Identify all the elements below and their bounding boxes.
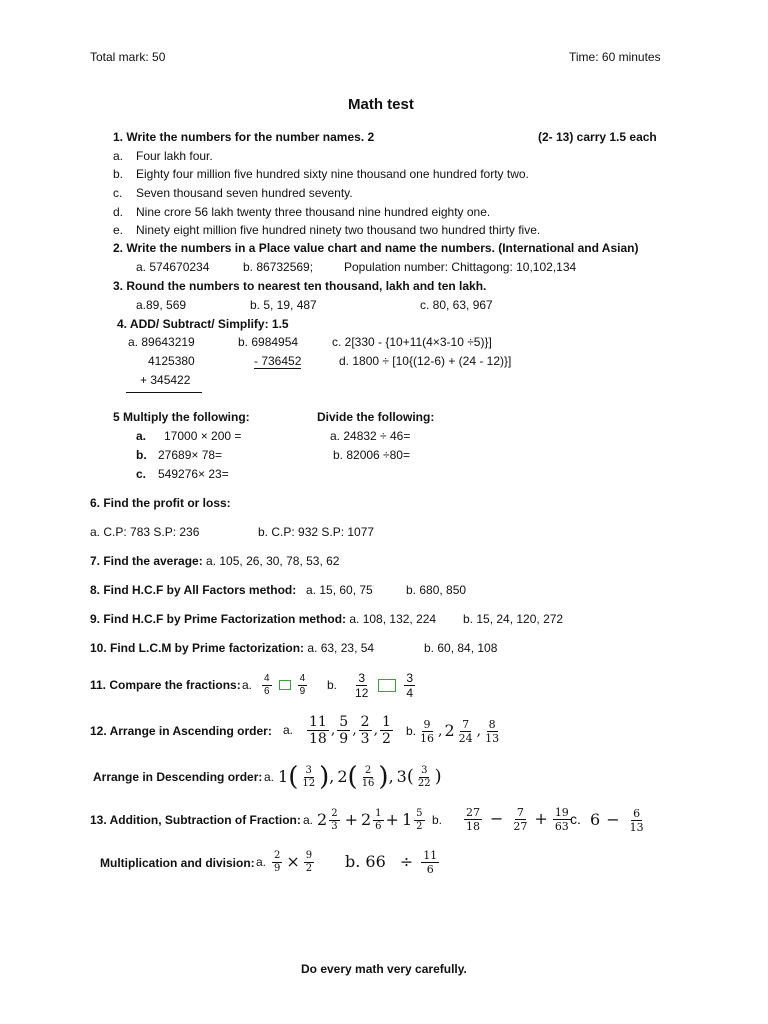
q13-c: 6 − $\frac{6}{13}$: [590, 806, 644, 834]
q13-mul-frac2: $\frac{9}{2}$: [305, 849, 313, 874]
q5-m-c-label: c.: [136, 467, 147, 481]
q13-mul-heading: Multiplication and division:: [100, 856, 255, 870]
q6-b: b. C.P: 932 S.P: 1077: [258, 525, 375, 539]
q4-a-line3: + 345422: [140, 373, 191, 387]
q13-mul-a: a. $\frac{2}{9}$ × $\frac{9}{2}$: [256, 849, 313, 874]
q3-heading: 3. Round the numbers to nearest ten thousand, lakh and ten lakh.: [113, 279, 487, 293]
q4-a-line2: 4125380: [148, 354, 195, 368]
q9-b: b. 15, 24, 120, 272: [463, 612, 564, 626]
q12-desc-frac3: $\frac{3}{22}$: [417, 764, 431, 789]
q13-b-frac1: $\frac{27}{18}$: [466, 805, 480, 833]
q1-heading: 1. Write the numbers for the number names. 2: [113, 130, 375, 144]
q12-desc-heading: Arrange in Descending order:: [93, 770, 263, 784]
q11-a-frac2: $\frac{4}{9}$: [299, 672, 306, 697]
q12-desc-a: a. 1 ( $\frac{3}{12}$ ) , 2 ( $\frac{2}{16}$ ) , 3 ( $\frac{3}{22}$ ): [264, 762, 442, 792]
q1-item-label-d: d.: [113, 205, 124, 219]
q6-heading: 6. Find the profit or loss:: [90, 496, 231, 510]
q7-heading: 7. Find the average:: [90, 554, 203, 568]
q12-a-frac1: $\frac{11}{18}$: [309, 713, 327, 747]
q3-c: c. 80, 63, 967: [420, 298, 493, 312]
q8-b: b. 680, 850: [406, 583, 467, 597]
q1-item-label-b: b.: [113, 167, 124, 181]
q4-c: c. 2[330 - {10+11(4×3-10 ÷5)}]: [332, 335, 492, 349]
q9-heading: 9. Find H.C.F by Prime Factorization method:: [90, 612, 347, 626]
q1-item-a: Four lakh four.: [136, 149, 213, 163]
q6-a: a. C.P: 783 S.P: 236: [90, 525, 200, 539]
q12-desc-frac2: $\frac{2}{16}$: [361, 764, 375, 789]
q12-b-frac2: $\frac{7}{24}$: [458, 717, 473, 745]
q13-a-frac3: $\frac{5}{2}$: [416, 807, 423, 832]
q11-b-frac2: $\frac{3}{4}$: [406, 670, 414, 700]
q12-b: b. $\frac{9}{16}$ , 2 $\frac{7}{24}$ , $\frac{8}{13}$: [406, 717, 500, 745]
q1-item-b: Eighty four million five hundred sixty nine thousand one hundred forty two.: [136, 167, 529, 181]
q13-mul-b-label: b. 66: [345, 852, 386, 871]
q5-divide-heading: Divide the following:: [317, 410, 435, 424]
q13-mul-a-label: a.: [256, 855, 267, 869]
q3-a: a.89, 569: [136, 298, 187, 312]
q13-mul-b: b. 66 ÷ $\frac{11}{6}$: [345, 848, 438, 876]
q8-a: a. 15, 60, 75: [306, 583, 373, 597]
q1-item-c: Seven thousand seven hundred seventy.: [136, 186, 353, 200]
q5-m-b: 27689× 78=: [158, 448, 223, 462]
q11-a-compare-box[interactable]: [279, 680, 291, 690]
q9: [90, 612, 436, 626]
q13-b-frac2: $\frac{7}{27}$: [513, 805, 528, 833]
q1-item-label-e: e.: [113, 223, 124, 237]
q10-b: b. 60, 84, 108: [424, 641, 498, 655]
total-mark: Total mark: 50: [90, 50, 166, 64]
q5-m-b-label: b.: [136, 448, 147, 462]
q13-c-frac: $\frac{6}{13}$: [629, 806, 644, 834]
q13-mul-frac1: $\frac{2}{9}$: [274, 849, 281, 874]
q11-a-label: a.: [242, 678, 253, 692]
q12-b-whole: 2: [444, 721, 455, 740]
page-title: Math test: [348, 96, 414, 113]
q5-multiply-heading: 5 Multiply the following:: [113, 410, 250, 424]
q1-item-label-a: a.: [113, 149, 124, 163]
q12-b-frac1: $\frac{9}{16}$: [420, 717, 435, 745]
q4-d: d. 1800 ÷ [10{(12-6) + (24 - 12)}]: [339, 354, 512, 368]
q3-b: b. 5, 19, 487: [250, 298, 317, 312]
q4-a-sum-rule: [126, 392, 202, 393]
q13-a-frac2: $\frac{1}{6}$: [375, 807, 382, 832]
q5-d-a: a. 24832 ÷ 46=: [330, 429, 411, 443]
q4-heading: 4. ADD/ Subtract/ Simplify: 1.5: [117, 317, 289, 331]
q13-c-label: c.: [570, 811, 581, 827]
q13-a: a. 2 $\frac{2}{3}$ + 2 $\frac{1}{6}$ + 1 $\frac{5}{2}$: [303, 807, 423, 832]
q13-mul-b-frac: $\frac{11}{6}$: [423, 848, 438, 876]
q11-heading: 11. Compare the fractions:: [90, 678, 241, 692]
q5-d-b: b. 82006 ÷80=: [333, 448, 410, 462]
footer-note: Do every math very carefully.: [301, 962, 467, 976]
q10: [90, 641, 374, 655]
q4-b-line1: b. 6984954: [238, 335, 299, 349]
q13-b: $\frac{27}{18}$ − $\frac{7}{27}$ + $\frac{19}{63}$: [466, 805, 569, 833]
q7: [90, 554, 339, 568]
q12-desc-a-label: a.: [264, 770, 275, 784]
q8-heading: 8. Find H.C.F by All Factors method:: [90, 583, 297, 597]
q10-heading: 10. Find L.C.M by Prime factorization:: [90, 641, 305, 655]
q12-a-frac4: $\frac{1}{2}$: [382, 713, 391, 747]
q5-m-a: 17000 × 200 =: [164, 429, 242, 443]
q2-b: b. 86732569;: [243, 260, 314, 274]
q12-a-frac3: $\frac{2}{3}$: [360, 713, 370, 747]
q9-a: a. 108, 132, 224: [346, 612, 437, 626]
q10-a: a. 63, 23, 54: [304, 641, 375, 655]
q13-heading: 13. Addition, Subtraction of Fraction:: [90, 813, 301, 827]
q12-b-frac3: $\frac{8}{13}$: [485, 717, 500, 745]
q4-b-line2: - 736452: [254, 354, 302, 368]
q2-heading: 2. Write the numbers in a Place value chart and name the numbers. (International and Asian): [113, 241, 639, 255]
q5-m-c: 549276× 23=: [158, 467, 229, 481]
time-limit: Time: 60 minutes: [569, 50, 661, 64]
q13-b-frac3: $\frac{19}{63}$: [554, 805, 569, 833]
q12-a-label: a.: [283, 723, 294, 737]
q2-a: a. 574670234: [136, 260, 210, 274]
q5-m-a-label: a.: [136, 429, 147, 443]
q13-b-label: b.: [432, 813, 443, 827]
q12-b-label: b.: [406, 724, 417, 738]
q2-population: Population number: Chittagong: 10,102,134: [344, 260, 577, 274]
q1-item-label-c: c.: [113, 186, 123, 200]
q11-b-label: b.: [327, 678, 338, 692]
q1-item-d: Nine crore 56 lakh twenty three thousand nine hundred eighty one.: [136, 205, 491, 219]
q11-a: [242, 668, 309, 702]
q12-desc-frac1: $\frac{3}{12}$: [302, 764, 316, 789]
q11-b-frac1: $\frac{3}{12}$: [355, 670, 369, 700]
q12-heading: 12. Arrange in Ascending order:: [90, 724, 272, 738]
q11-b-compare-box[interactable]: [378, 679, 396, 692]
q7-values: a. 105, 26, 30, 78, 53, 62: [202, 554, 340, 568]
q12-a: a. $\frac{11}{18}$ , $\frac{5}{9}$ , $\frac{2}{3}$ , $\frac{1}{2}$: [283, 713, 391, 747]
q11-b: [327, 668, 417, 702]
q1-item-e: Ninety eight million five hundred ninety two thousand two hundred thirty five.: [136, 223, 541, 237]
q11-a-frac1: $\frac{4}{6}$: [264, 672, 270, 697]
q1-carry-note: (2- 13) carry 1.5 each: [538, 130, 657, 144]
q12-a-frac2: $\frac{5}{9}$: [339, 713, 349, 747]
q4-a-line1: a. 89643219: [128, 335, 195, 349]
q13-a-label: a.: [303, 813, 314, 827]
q13-a-frac1: $\frac{2}{3}$: [331, 807, 338, 832]
